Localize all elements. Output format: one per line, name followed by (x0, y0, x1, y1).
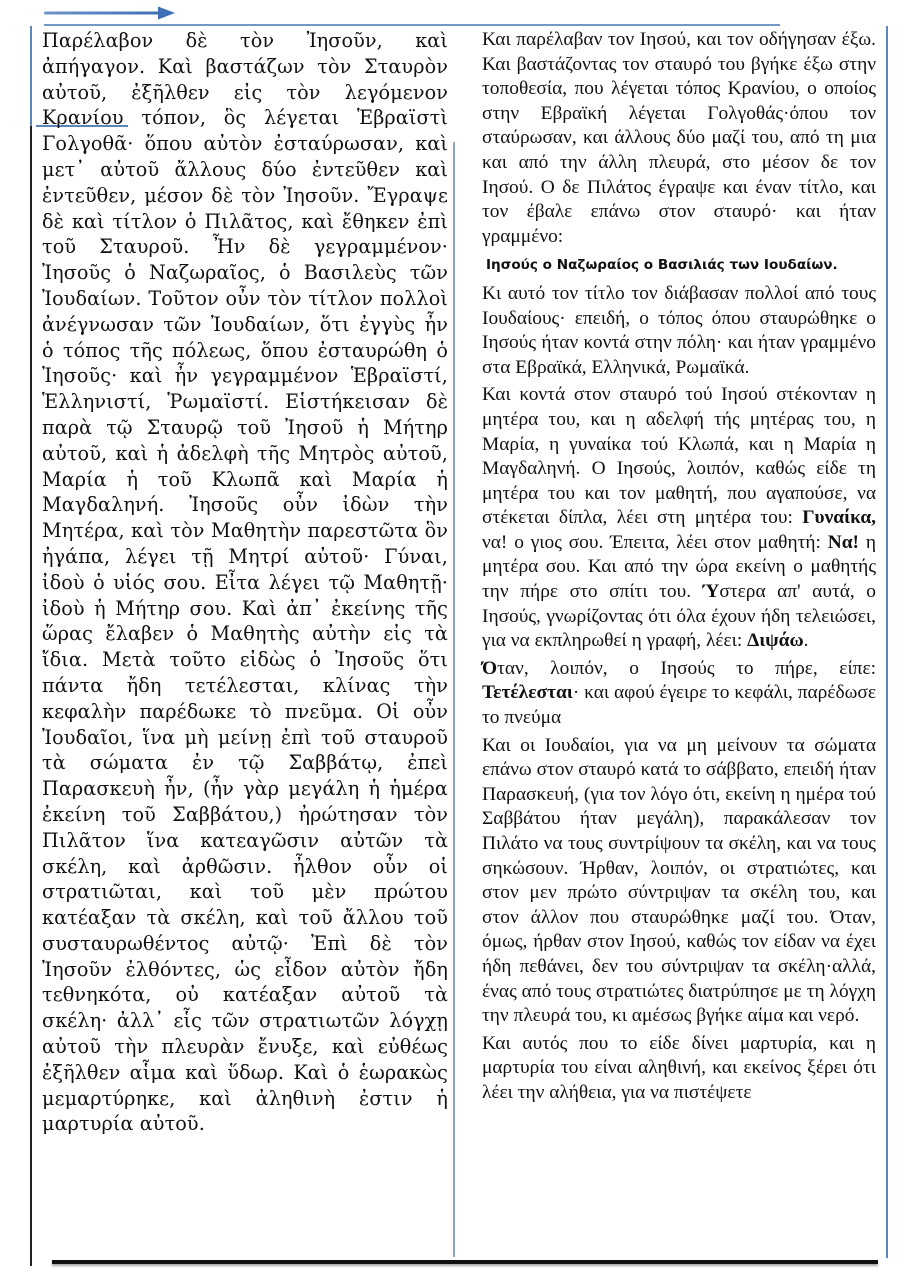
left-border (30, 126, 32, 1266)
text: · και αφού έγειρε το κεφάλι, παρέδωσε το πνεύμα (482, 682, 876, 729)
text: Και κοντά στον σταυρό τού Ιησού στέκονταν η μητέρα του, και η αδελφή τής μητέρας του, η Μαρία, η γυναίκα τού Κλωπά, και η Μαρία η Μαγδαληνή. Ο Ιησούς, λοιπόν, καθώς είδε τη μητέρα του και τον μαθητή, που αγαπούσε, να στέκεται δίπλα, λέει στη μητέρα του: (482, 384, 876, 529)
top-rule (44, 24, 780, 26)
paragraph-5: Και οι Ιουδαίοι, για να μη μείνουν τα σώματα επάνω στον σταυρό κατά το σάββατο, επειδή ήταν Παρασκευή, (για τον λόγο ότι, εκείνη η ημέρα τού Σαββάτου ήταν μεγάλη), παρακάλεσαν τον Πιλάτο να τους συντρίψουν τα σκέλη, και να τους σηκώσουν. Ήρθαν, λοιπόν, οι στρατιώτες, και στον μεν πρώτο σύντριψαν τα σκέλη του, και στον άλλον που σταυρώθηκε μαζί του. Όταν, όμως, ήρθαν στον Ιησού, καθώς τον είδαν να έχει ήδη πεθάνει, δεν του σύντριψαν τα σκέλη·αλλά, ένας από τους στρατιώτες διατρύπησε με τη λόγχη την πλευρά του, κι αμέσως βγήκε αίμα και νερό. (482, 734, 876, 1027)
ancient-greek-column (42, 28, 448, 1137)
emphasis: Γυναίκα, (802, 507, 876, 529)
modern-greek-column (482, 28, 876, 1109)
emphasis: Να! (827, 531, 860, 553)
right-border (886, 26, 888, 1258)
inscription-title: Ιησούς ο Ναζωραίος ο Βασιλιάς των Ιουδαίων. (486, 257, 838, 274)
paragraph-3 (482, 383, 876, 654)
ancient-greek-text: Παρέλαβον δὲ τὸν Ἰησοῦν, καὶ ἀπήγαγον. Καὶ βαστάζων τὸν Σταυρὸν αὐτοῦ, ἐξῆλθεν εἰς τὸν λεγόμενον Κρανίου τόπον, ὃς λέγεται Ἑβραϊστὶ Γολγοθᾶ· ὅπου αὐτὸν ἐσταύρωσαν, καὶ μετ᾽ αὐτοῦ ἄλλους δύο ἐντεῦθεν καὶ ἐντεῦθεν, μέσον δὲ τὸν Ἰησοῦν. Ἔγραψε δὲ καὶ τίτλον ὁ Πιλᾶτος, καὶ ἔθηκεν ἐπὶ τοῦ Σταυροῦ. Ἦν δὲ γεγραμμένον· Ἰησοῦς ὁ Ναζωραῖος, ὁ Βασιλεὺς τῶν Ἰουδαίων. Τοῦτον οὖν τὸν τίτλον πολλοὶ ἀνέγνωσαν τῶν Ἰουδαίων, ὅτι ἐγγὺς ἦν ὁ τόπος τῆς πόλεως, ὅπου ἐσταυρώθη ὁ Ἰησοῦς· καὶ ἦν γεγραμμένον Ἑβραϊστί, Ἑλληνιστί, Ῥωμαϊστί. Εἱστήκεισαν δὲ παρὰ τῷ Σταυρῷ τοῦ Ἰησοῦ ἡ Μήτηρ αὐτοῦ, καὶ ἡ ἀδελφὴ τῆς Μητρὸς αὐτοῦ, Μαρία ἡ τοῦ Κλωπᾶ καὶ Μαρία ἡ Μαγδαληνή. Ἰησοῦς οὖν ἰδὼν τὴν Μητέρα, καὶ τὸν Μαθητὴν παρεστῶτα ὃν ἠγάπα, λέγει τῇ Μητρί αὐτοῦ· Γύναι, ἰδοὺ ὁ υἱός σου. Εἶτα λέγει τῷ Μαθητῇ· ἰδοὺ ἡ Μήτηρ σου. Καὶ ἀπ᾽ ἐκείνης τῆς ὥρας ἔλαβεν ὁ Μαθητὴς αὐτὴν εἰς τὰ ἴδια. Μετὰ τοῦτο εἰδὼς ὁ Ἰησοῦς ὅτι πάντα ἤδη τετέλεσται, κλίνας τὴν κεφαλὴν παρέδωκε τὸ πνεῦμα. Οἱ οὖν Ἰουδαῖοι, ἵνα μὴ μείνῃ ἐπὶ τοῦ σταυροῦ τὰ σώματα ἐν τῷ Σαββάτῳ, ἐπεὶ Παρασκευὴ ἦν, (ἦν γὰρ μεγάλη ἡ ἡμέρα ἐκείνη τοῦ Σαββάτου,) ἠρώτησαν τὸν Πιλᾶτον ἵνα κατεαγῶσιν αὐτῶν τὰ σκέλη, καὶ ἀρθῶσιν. ἦλθον οὖν οἱ στρατιῶται, καὶ τοῦ μὲν πρώτου κατέαξαν τὰ σκέλη, καὶ τοῦ ἄλλου τοῦ συσταυρωθέντος αὐτῷ· Ἐπὶ δὲ τὸν Ἰησοῦν ἐλθόντες, ὡς εἶδον αὐτὸν ἤδη τεθνηκότα, οὐ κατέαξαν αὐτοῦ τὰ σκέλη· ἀλλ᾽ εἷς τῶν στρατιωτῶν λόγχῃ αὐτοῦ τὴν πλευρὰν ἔνυξε, καὶ εὐθέως ἐξῆλθεν αἷμα καὶ ὕδωρ. Καὶ ὁ ἑωρακὼς μεμαρτύρηκε, καὶ ἀληθινὴ ἐστιν ἡ μαρτυρία αὐτοῦ. (42, 29, 448, 1136)
text: η μητέρα σου. Και από την ώρα εκείνη ο μαθητής την πήρε στο σπίτι του. (482, 531, 876, 603)
emphasis: Τετέλεσται (482, 682, 573, 704)
emphasis: Διψάω (747, 630, 804, 652)
text: . (803, 630, 809, 652)
text: να! ο γιος σου. Έπειτα, λέει στον μαθητή: (482, 531, 828, 553)
paragraph-6: Και αυτός που το είδε δίνει μαρτυρία, και η μαρτυρία του είναι αληθινή, και εκείνος ξέρει ότι λέει την αλήθεια, για να πιστέψετε (482, 1032, 876, 1103)
arrow-right-icon (44, 6, 176, 20)
emphasis: Ό (482, 657, 498, 679)
paragraph-2: Κι αυτό τον τίτλο τον διάβασαν πολλοί από τους Ιουδαίους· επειδή, ο τόπος όπου σταυρώθηκε ο Ιησούς ήταν κοντά στην πόλη· και ήταν γραμμένο στα Εβραϊκά, Ελληνικά, Ρωμαϊκά. (482, 282, 876, 378)
emphasis: Ύ (702, 581, 720, 603)
column-divider (453, 142, 455, 1257)
text: ταν, λοιπόν, ο Ιησούς το πήρε, είπε: (497, 657, 876, 679)
left-border-top (30, 26, 32, 126)
paragraph-1: Και παρέλαβαν τον Ιησού, και τον οδήγησαν έξω. Και βαστάζοντας τον σταυρό του βγήκε έξω στην τοποθεσία, που λέγεται τόπος Κρανίου, ο οποίος στην Εβραϊκή λέγεται Γολγοθάς·όπου τον σταύρωσαν, και άλλους δύο μαζί του, από τη μια και από την άλλη πλευρά, στο μέσον δε τον Ιησού. Ο δε Πιλάτος έγραψε και έναν τίτλο, και τον έβαλε επάνω στον σταυρό· και ήταν γραμμένο: (482, 29, 876, 247)
bottom-rule (52, 1260, 878, 1264)
text: στερα απ' αυτά, ο Ιησούς, γνωρίζοντας ότι όλα έχουν ήδη τελειώσει, για να εκπληρωθεί η γραφή, λέει: (482, 581, 876, 652)
paragraph-4 (482, 657, 876, 731)
